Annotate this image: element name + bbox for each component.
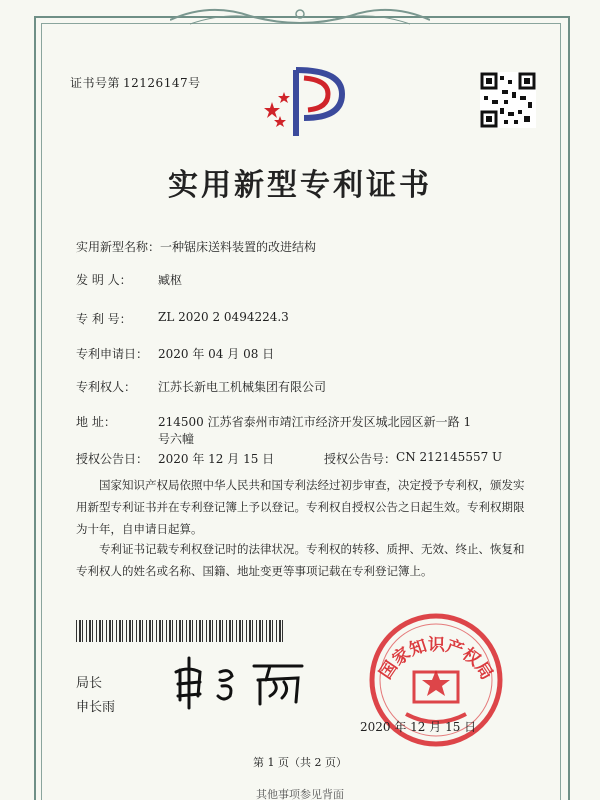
seal-date: 2020 年 12 月 15 日 bbox=[360, 720, 477, 734]
utility-name-label: 实用新型名称： bbox=[76, 240, 161, 254]
certificate-number-value: 12126147 bbox=[123, 76, 189, 90]
field-filing-date bbox=[76, 345, 274, 362]
certificate-number-label: 证书号第 bbox=[70, 76, 121, 90]
footer-note: 其他事项参见背面 bbox=[256, 788, 344, 800]
field-address bbox=[76, 413, 471, 447]
grant-number-label: 授权公告号： bbox=[324, 452, 397, 466]
filing-date-label: 专利申请日： bbox=[76, 347, 149, 361]
page-indicator: 第 1 页（共 2 页） bbox=[253, 756, 347, 769]
certificate-number bbox=[70, 74, 201, 91]
field-inventor bbox=[76, 271, 182, 288]
certificate-number-suffix: 号 bbox=[188, 76, 201, 90]
seal-text: 国家知识产权局 bbox=[375, 635, 497, 684]
patent-number-label: 专 利 号： bbox=[76, 312, 132, 326]
patent-office-logo bbox=[258, 64, 346, 142]
grant-date-label: 授权公告日： bbox=[76, 452, 149, 466]
director-name: 申长雨 bbox=[76, 700, 116, 715]
address-label: 地 址： bbox=[76, 415, 116, 429]
patent-number-value: ZL 2020 2 0494224.3 bbox=[158, 310, 289, 324]
field-patentee bbox=[76, 378, 326, 395]
qr-code bbox=[480, 72, 536, 128]
top-ornament bbox=[170, 0, 430, 32]
body-paragraph-2: 专利证书记载专利权登记时的法律状况。专利权的转移、质押、无效、终止、恢复和专利权人的姓名或名称、国籍、地址变更等事项记载在专利登记簿上。 bbox=[76, 542, 525, 578]
inventor-label: 发 明 人： bbox=[76, 273, 132, 287]
handwritten-signature bbox=[170, 650, 310, 710]
field-patent-number bbox=[76, 310, 289, 327]
patentee-value: 江苏长新电工机械集团有限公司 bbox=[158, 380, 327, 394]
utility-name-value: 一种锯床送料装置的改进结构 bbox=[160, 240, 317, 254]
address-line1: 214500 江苏省泰州市靖江市经济开发区城北园区新一路 1 bbox=[158, 415, 472, 429]
field-utility-name bbox=[76, 238, 316, 255]
filing-date-value: 2020 年 04 月 08 日 bbox=[158, 347, 275, 361]
barcode bbox=[76, 620, 286, 642]
address-line2: 号六幢 bbox=[158, 432, 195, 446]
grant-number-value: CN 212145557 U bbox=[396, 450, 503, 464]
body-paragraph-1: 国家知识产权局依照中华人民共和国专利法经过初步审查，决定授予专利权，颁发实用新型专利证书并在专利登记簿上予以登记。专利权自授权公告之日起生效。专利权期限为十年，自申请日起算。 bbox=[76, 478, 525, 536]
inventor-value: 臧枢 bbox=[158, 273, 183, 287]
patentee-label: 专利权人： bbox=[76, 380, 137, 394]
certificate-title: 实用新型专利证书 bbox=[168, 168, 432, 203]
director-title: 局长 bbox=[76, 676, 103, 691]
grant-date-value: 2020 年 12 月 15 日 bbox=[158, 452, 275, 466]
field-grant-date bbox=[76, 450, 502, 467]
